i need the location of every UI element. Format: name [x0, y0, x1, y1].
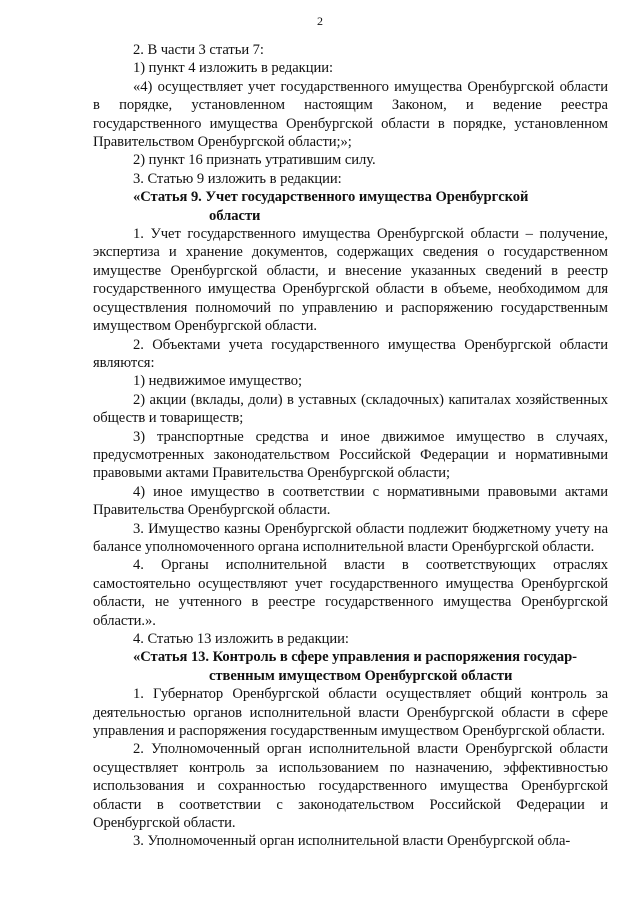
paragraph: 1) недвижимое имущество;: [133, 373, 302, 390]
paragraph: 3. Имущество казны Оренбургской области подлежит бюджетному учету на балансе уполномоченного органа исполнительной власти Оренбургской области.: [93, 520, 608, 555]
paragraph: 1. Учет государственного имущества Оренбургской области – получение, экспертиза и хранение документов, содержащих сведения о государственном имуществе Оренбургской области, и внесение указанных сведений в реестр государственного имущества Оренбургской области в объеме, необходимом для осуществления полномочий по управлению и распоряжению государственным имуществом Оренбургской области.: [93, 226, 608, 335]
page-number: 2: [317, 14, 323, 28]
article-heading-continuation: области: [209, 207, 261, 224]
article-heading-line: «Статья 9. Учет государственного имущества Оренбургской: [133, 189, 529, 206]
paragraph: 3. Уполномоченный орган исполнительной власти Оренбургской обла-: [133, 833, 571, 850]
paragraph: 2. Уполномоченный орган исполнительной власти Оренбургской области осуществляет контроль за использованием по назначению, эффективностью использования и сохранностью государственного имущества Оренбургской области в соответствии с законодательством Российской Федерации и Оренбургской области.: [93, 741, 608, 832]
paragraph: 3) транспортные средства и иное движимое имущество в случаях, предусмотренных законодательством Российской Федерации и нормативными правовыми актами Правительства Оренбургской области;: [93, 428, 608, 482]
article-heading: [93, 188, 608, 225]
document-body: [93, 41, 608, 851]
paragraph: 4) иное имущество в соответствии с нормативными правовыми актами Правительства Оренбургской области.: [93, 483, 608, 519]
paragraph: 1. Губернатор Оренбургской области осуществляет общий контроль за деятельностью органов исполнительной власти Оренбургской области в сфере управления и распоряжения государственным имуществом Оренбургской области.: [93, 686, 608, 740]
paragraph: 3. Статью 9 изложить в редакции:: [133, 170, 342, 187]
paragraph: 2) акции (вклады, доли) в уставных (складочных) капиталах хозяйственных обществ и товариществ;: [93, 391, 608, 427]
paragraph: 2. Объектами учета государственного имущества Оренбургской области являются:: [93, 336, 608, 371]
paragraph: 4. Статью 13 изложить в редакции:: [133, 631, 349, 647]
paragraph: 2. В части 3 статьи 7:: [133, 42, 264, 58]
article-heading-continuation: ственным имуществом Оренбургской области: [209, 667, 513, 684]
article-heading-line: «Статья 13. Контроль в сфере управления и распоряжения государ-: [133, 649, 577, 666]
paragraph: 1) пункт 4 изложить в редакции:: [133, 60, 334, 77]
paragraph: 2) пункт 16 признать утратившим силу.: [133, 152, 376, 169]
paragraph: «4) осуществляет учет государственного имущества Оренбургской области в порядке, установленном настоящим Законом, и ведение реестра государственного имущества Оренбургской области в порядке, установленном Правительством Оренбургской области;»;: [93, 78, 608, 151]
paragraph: 4. Органы исполнительной власти в соответствующих отраслях самостоятельно осуществляют учет государственного имущества Оренбургской области, не учтенного в реестре государственного имущества Оренбургской области.».: [93, 557, 608, 629]
article-heading: [93, 648, 608, 685]
